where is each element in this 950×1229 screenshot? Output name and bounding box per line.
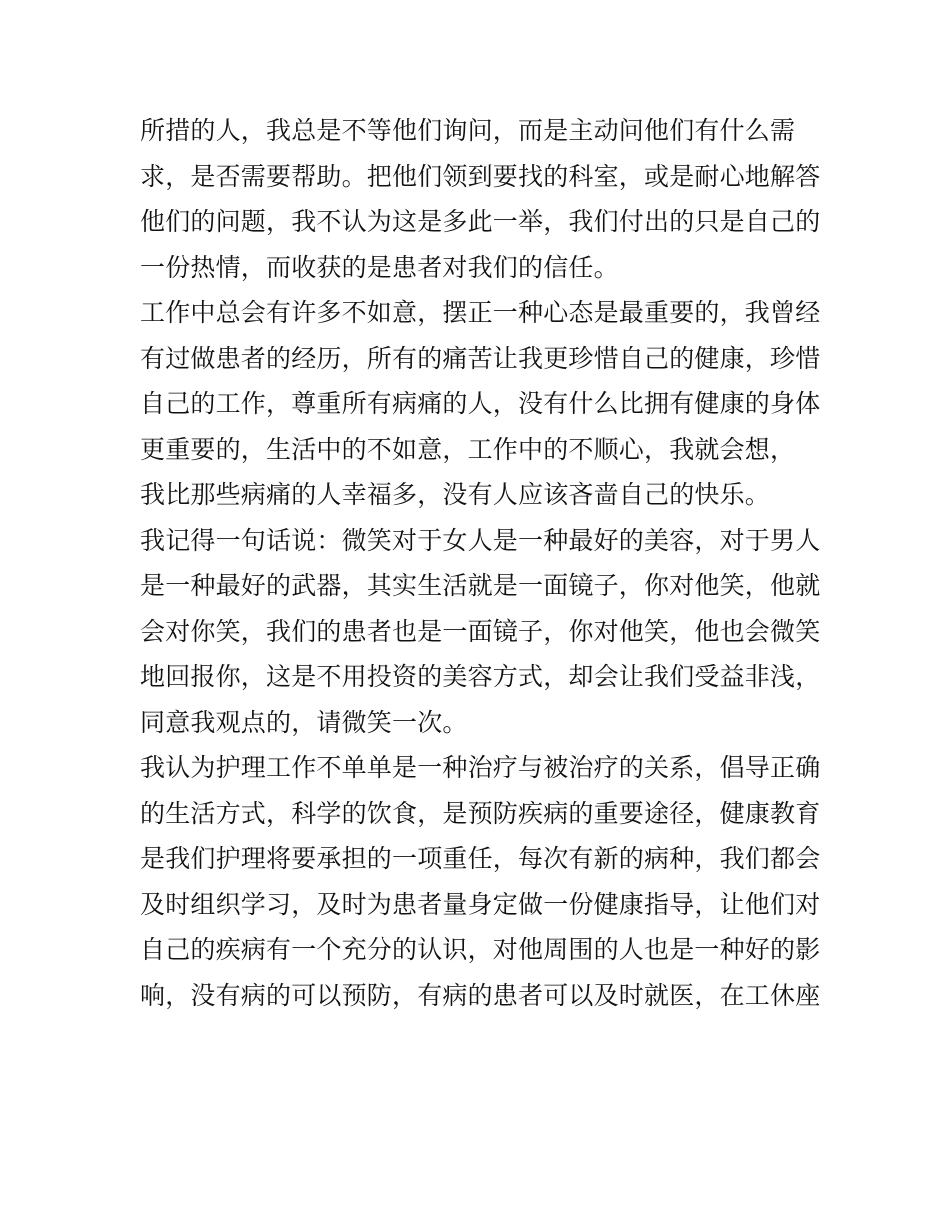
text-line: 是一种最好的武器，其实生活就是一面镜子，你对他笑，他就	[140, 571, 821, 600]
text-line: 我认为护理工作不单单是一种治疗与被治疗的关系，倡导正确	[140, 753, 821, 782]
text-line: 他们的问题，我不认为这是多此一举，我们付出的只是自己的	[140, 207, 821, 236]
text-line: 我比那些病痛的人幸福多，没有人应该吝啬自己的快乐。	[140, 480, 771, 509]
text-line: 有过做患者的经历，所有的痛苦让我更珍惜自己的健康，珍惜	[140, 343, 821, 373]
text-line: 响，没有病的可以预防，有病的患者可以及时就医，在工休座	[140, 980, 821, 1010]
text-line: 一份热情，而收获的是患者对我们的信任。	[140, 252, 619, 282]
text-line: 地回报你，这是不用投资的美容方式，却会让我们受益非浅，	[140, 662, 821, 691]
text-line: 的生活方式，科学的饮食，是预防疾病的重要途径，健康教育	[140, 798, 821, 828]
text-line: 所措的人，我总是不等他们询问，而是主动问他们有什么需	[140, 116, 796, 145]
text-line: 自己的工作，尊重所有病痛的人，没有什么比拥有健康的身体	[140, 389, 821, 418]
text-line: 会对你笑，我们的患者也是一面镜子，你对他笑，他也会微笑	[140, 616, 821, 646]
text-line: 及时组织学习，及时为患者量身定做一份健康指导，让他们对	[140, 889, 821, 919]
text-line: 更重要的，生活中的不如意，工作中的不顺心，我就会想，	[140, 434, 796, 464]
text-line: 求，是否需要帮助。把他们领到要找的科室，或是耐心地解答	[140, 161, 821, 191]
text-line: 是我们护理将要承担的一项重任，每次有新的病种，我们都会	[140, 844, 821, 873]
body-text	[140, 108, 820, 1018]
text-line: 工作中总会有许多不如意，摆正一种心态是最重要的，我曾经	[140, 298, 821, 327]
text-line: 自己的疾病有一个充分的认识，对他周围的人也是一种好的影	[140, 935, 821, 964]
text-line: 同意我观点的，请微笑一次。	[140, 707, 468, 737]
text-line: 我记得一句话说：微笑对于女人是一种最好的美容，对于男人	[140, 525, 821, 555]
